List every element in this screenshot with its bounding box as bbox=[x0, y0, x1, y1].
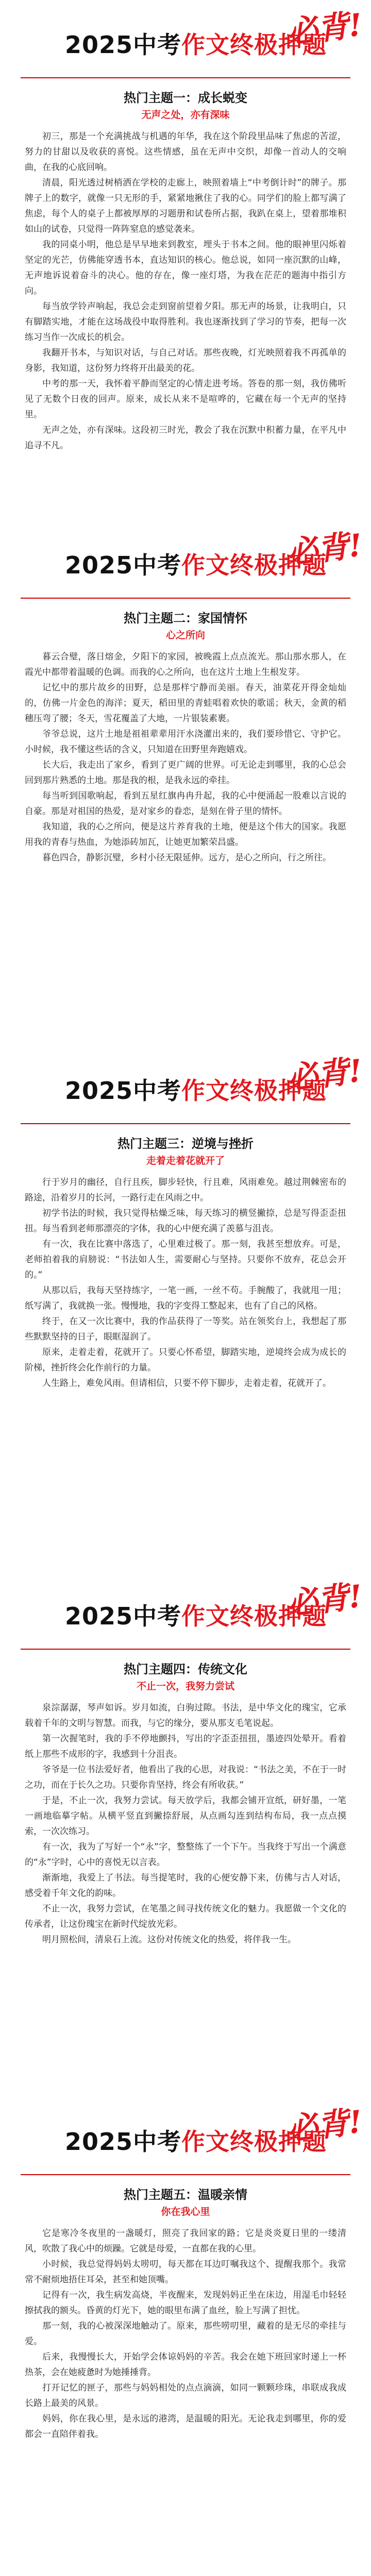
theme-title: 热门主题二：家国情怀 bbox=[124, 611, 247, 625]
essay-paragraph: 每当听到国歌响起，看到五星红旗冉冉升起，我的心中便涌起一股难以言说的自豪。那是对祖国的热爱，是对家乡的眷恋，是刻在骨子里的情怀。 bbox=[25, 791, 346, 817]
banner-highlight: 作文终极押题 bbox=[181, 31, 327, 59]
banner-year: 2025 bbox=[64, 551, 133, 579]
essay-subtitle: 你在我心里 bbox=[161, 2206, 210, 2217]
banner-middle: 中考 bbox=[133, 551, 182, 579]
essay-paragraph: 人生路上，难免风雨。但请相信，只要不停下脚步，走着走着，花就开了。 bbox=[42, 1378, 331, 1388]
essay-subtitle: 心之所向 bbox=[165, 630, 205, 641]
essay-body bbox=[25, 129, 346, 453]
banner-middle: 中考 bbox=[133, 1077, 182, 1105]
essay-paragraph: 我翻开书本，与知识对话，与自己对话。那些夜晚，灯光映照着我不再孤单的身影，我知道，这份努力终将开出最美的花。 bbox=[25, 348, 346, 374]
essay-paragraph: 初三，那是一个充满挑战与机遇的年华，我在这个阶段里品味了焦虑的苦涩，努力的甘甜以及收获的喜悦。这些情感，虽在无声中交织，却像一首动人的交响曲，在我的心底回响。 bbox=[25, 131, 346, 173]
essay-section-2 bbox=[0, 520, 371, 1046]
essay-section-5 bbox=[0, 2097, 371, 2576]
essay-paragraph: 小时候，我总觉得妈妈太唠叨，每天都在耳边叮嘱我这个、提醒我那个。我常常不耐烦地捂住耳朵，甚至和她顶嘴。 bbox=[25, 2259, 346, 2285]
essay-body bbox=[25, 1175, 346, 1391]
essay-paragraph: 长大后，我走出了家乡，看到了更广阔的世界。可无论走到哪里，我的心总会回到那片熟悉的土地。那是我的根，是我永远的牵挂。 bbox=[25, 760, 346, 786]
essay-paragraph: 爷爷总说，这片土地是祖祖辈辈用汗水浇灌出来的，我们要珍惜它、守护它。小时候，我不懂这些话的含义，只知道在田野里奔跑嬉戏。 bbox=[25, 729, 346, 755]
essay-subtitle: 不止一次，我努力尝试 bbox=[136, 1681, 234, 1692]
essay-paragraph: 妈妈，你在我心里，是永远的港湾，是温暖的阳光。无论我走到哪里，你的爱都会一直陪伴着我。 bbox=[25, 2414, 346, 2439]
must-memorize-stamp: 必背! bbox=[284, 1578, 364, 1622]
essay-paragraph: 行于岁月的幽径，自行且疾，脚步轻快，行且难，风雨难免。越过荆棘密布的路途，沿着岁月的长河，一路行走在风雨之中。 bbox=[25, 1177, 346, 1203]
banner-highlight: 作文终极押题 bbox=[181, 2128, 327, 2156]
essay-paragraph: 明月照松间，清泉石上流。这份对传统文化的热爱，将伴我一生。 bbox=[42, 1935, 296, 1945]
essay-paragraph: 我知道，我的心之所向，便是这片养育我的土地，便是这个伟大的国家。我愿用我的青春与热血，为她添砖加瓦，让她更加繁荣昌盛。 bbox=[25, 822, 346, 848]
essay-paragraph: 不止一次，我努力尝试，在笔墨之间寻找传统文化的魅力。我愿做一个文化的传承者，让这份瑰宝在新时代绽放光彩。 bbox=[25, 1904, 346, 1929]
banner-year: 2025 bbox=[64, 31, 133, 59]
essay-paragraph: 暮云合璧，落日熔金，夕阳下的家园，被晚霞上点点流光。那山那水那人，在霞光中都带着温暖的色调。而我的心之所向，也在这片土地上生根发芽。 bbox=[25, 652, 346, 677]
banner-highlight: 作文终极押题 bbox=[181, 1077, 327, 1105]
essay-paragraph: 初学书法的时候，我只觉得枯燥乏味，每天练习的横竖撇捺，总是写得歪歪扭扭。每当看到老师那漂亮的字体，我的心中便充满了羡慕与沮丧。 bbox=[25, 1208, 346, 1234]
essay-paragraph: 爷爷是一位书法爱好者，他看出了我的心思，对我说：“书法之美，不在于一时之功，而在于长久之功。只要你肯坚持，终会有所收获。” bbox=[25, 1765, 346, 1790]
essay-subtitle: 走着走着花就开了 bbox=[146, 1155, 225, 1166]
essay-paragraph: 那一刻，我的心被深深地触动了。原来，那些唠叨里，藏着的是无尽的牵挂与爱。 bbox=[25, 2321, 346, 2347]
essay-paragraph: 记得有一次，我生病发高烧，半夜醒来，发现妈妈正坐在床边，用湿毛巾轻轻擦拭我的额头。昏黄的灯光下，她的眼里布满了血丝，脸上写满了担忧。 bbox=[25, 2290, 346, 2316]
banner-highlight: 作文终极押题 bbox=[181, 1602, 327, 1630]
essay-paragraph: 我的同桌小明，他总是早早地来到教室，埋头于书本之间。他的眼神里闪烁着坚定的光芒，仿佛能穿透书本，直达知识的核心。他总说，如同一座沉默的山峰，无声地诉说着奋斗的决心。他的存在，像一座灯塔，为我在茫茫的题海中指引方向。 bbox=[25, 240, 346, 296]
essay-paragraph: 后来，我慢慢长大，开始学会体谅妈妈的辛苦。我会在她下班回家时递上一杯热茶，会在她疲惫时为她捶捶背。 bbox=[25, 2352, 346, 2378]
essay-paragraph: 清晨，阳光透过树梢洒在学校的走廊上，映照着墙上“中考倒计时”的牌子。那牌子上的数字，就像一只无形的手，紧紧地揪住了我的心。同学们的脸上都写满了焦虑，每个人的桌子上都被厚厚的习题册和试卷所占据，我趴在桌上，望着那堆积如山的试卷，只觉得一阵阵窒息的感觉袭来。 bbox=[25, 178, 346, 234]
essay-paragraph: 有一次，我在比赛中落选了，心里难过极了。那一刻，我甚至想放弃。可是，老师拍着我的肩膀说：“书法如人生，需要耐心与坚持。只要你不放弃，花总会开的。” bbox=[25, 1239, 346, 1280]
banner-middle: 中考 bbox=[133, 2128, 182, 2156]
essay-body bbox=[25, 649, 346, 866]
banner-year: 2025 bbox=[64, 2128, 133, 2156]
essay-paragraph: 泉淙潺潺，琴声如诉。岁月如流，白驹过隙。书法，是中华文化的瑰宝，它承载着千年的文明与智慧。而我，与它的缘分，要从那支毛笔说起。 bbox=[25, 1703, 346, 1728]
essay-paragraph: 于是，不止一次，我努力尝试。每天放学后，我都会铺开宣纸，研好墨，一笔一画地临摹字帖。从横平竖直到撇捺舒展，从点画勾连到结构布局，我一点点摸索，一次次练习。 bbox=[25, 1795, 346, 1837]
section-divider-line bbox=[21, 1123, 350, 1124]
essay-paragraph: 原来，走着走着，花就开了。只要心怀希望，脚踏实地，逆境终会成为成长的阶梯，挫折终会化作前行的力量。 bbox=[25, 1347, 346, 1373]
essay-paragraph: 每当放学铃声响起，我总会走到窗前望着夕阳。那无声的场景，让我明白，只有脚踏实地，才能在这场战役中取得胜利。我也逐渐找到了学习的节奏，把每一次练习当作一次成长的机会。 bbox=[25, 301, 346, 343]
banner-middle: 中考 bbox=[133, 1602, 182, 1630]
essay-paragraph: 无声之处，亦有深味。这段初三时光，教会了我在沉默中积蓄力量，在平凡中追寻不凡。 bbox=[25, 425, 346, 451]
essay-paragraph: 中考的那一天，我怀着平静而坚定的心情走进考场。答卷的那一刻，我仿佛听见了无数个日夜的回声。原来，成长从来不是喧哗的，它藏在每一个无声的坚持里。 bbox=[25, 379, 346, 420]
theme-title: 热门主题四：传统文化 bbox=[124, 1662, 247, 1676]
banner-middle: 中考 bbox=[133, 31, 182, 59]
must-memorize-stamp: 必背! bbox=[284, 1053, 364, 1097]
essay-subtitle: 无声之处，亦有深味 bbox=[141, 109, 230, 121]
essay-paragraph: 有一次，我为了写好一个“永”字，整整练了一个下午。当我终于写出一个满意的“永”字时，心中的喜悦无以言表。 bbox=[25, 1842, 346, 1868]
essay-section-4 bbox=[0, 1571, 371, 2097]
theme-title: 热门主题五：温暖亲情 bbox=[124, 2188, 247, 2202]
section-divider-line bbox=[21, 77, 350, 78]
must-memorize-stamp: 必背! bbox=[284, 2104, 364, 2148]
section-divider-line bbox=[21, 598, 350, 599]
must-memorize-stamp: 必背! bbox=[284, 527, 364, 571]
section-divider-line bbox=[21, 2174, 350, 2175]
essay-paragraph: 它是寒冷冬夜里的一盏暖灯，照亮了我回家的路；它是炎炎夏日里的一缕清风，吹散了我心中的烦躁。它就是母爱，一直都在我的心里。 bbox=[25, 2228, 346, 2254]
essay-body bbox=[25, 1700, 346, 1947]
essay-section-1 bbox=[0, 0, 371, 520]
essay-paragraph: 记忆中的那片故乡的田野，总是那样宁静而美丽。春天，油菜花开得金灿灿的，仿佛一片金色的海洋；夏天，稻田里的青蛙唱着欢快的歌谣；秋天，金黄的稻穗压弯了腰；冬天，雪花覆盖了大地，一片银装素裹。 bbox=[25, 683, 346, 724]
theme-title: 热门主题三：逆境与挫折 bbox=[117, 1137, 254, 1151]
essay-paragraph: 终于，在又一次比赛中，我的作品获得了一等奖。站在领奖台上，我想起了那些默默坚持的日子，眼眶湿润了。 bbox=[25, 1316, 346, 1342]
essay-body bbox=[25, 2226, 346, 2442]
essay-section-3 bbox=[0, 1046, 371, 1571]
must-memorize-stamp: 必背! bbox=[284, 7, 364, 51]
essay-paragraph: 渐渐地，我爱上了书法。每当提笔时，我的心便安静下来，仿佛与古人对话，感受着千年文化的韵味。 bbox=[25, 1873, 346, 1899]
section-divider-line bbox=[21, 1649, 350, 1650]
theme-title: 热门主题一：成长蜕变 bbox=[124, 91, 247, 105]
banner-year: 2025 bbox=[64, 1602, 133, 1630]
essay-paragraph: 从那以后，我每天坚持练字，一笔一画，一丝不苟。手腕酸了，我就甩一甩；纸写满了，我就换一张。慢慢地，我的字变得工整起来，也有了自己的风格。 bbox=[25, 1285, 346, 1311]
banner-highlight: 作文终极押题 bbox=[181, 551, 327, 579]
essay-paragraph: 打开记忆的匣子，那些与妈妈相处的点点滴滴，如同一颗颗珍珠，串联成我成长路上最美的风景。 bbox=[25, 2383, 346, 2409]
essay-paragraph: 暮色四合，静影沉璧，乡村小径无限延伸。远方，是心之所向，行之所往。 bbox=[42, 853, 331, 863]
banner-year: 2025 bbox=[64, 1077, 133, 1105]
essay-paragraph: 第一次握笔时，我的手不停地颤抖，写出的字歪歪扭扭，墨迹四处晕开。看着纸上那些不成形的字，我感到十分沮丧。 bbox=[25, 1734, 346, 1759]
